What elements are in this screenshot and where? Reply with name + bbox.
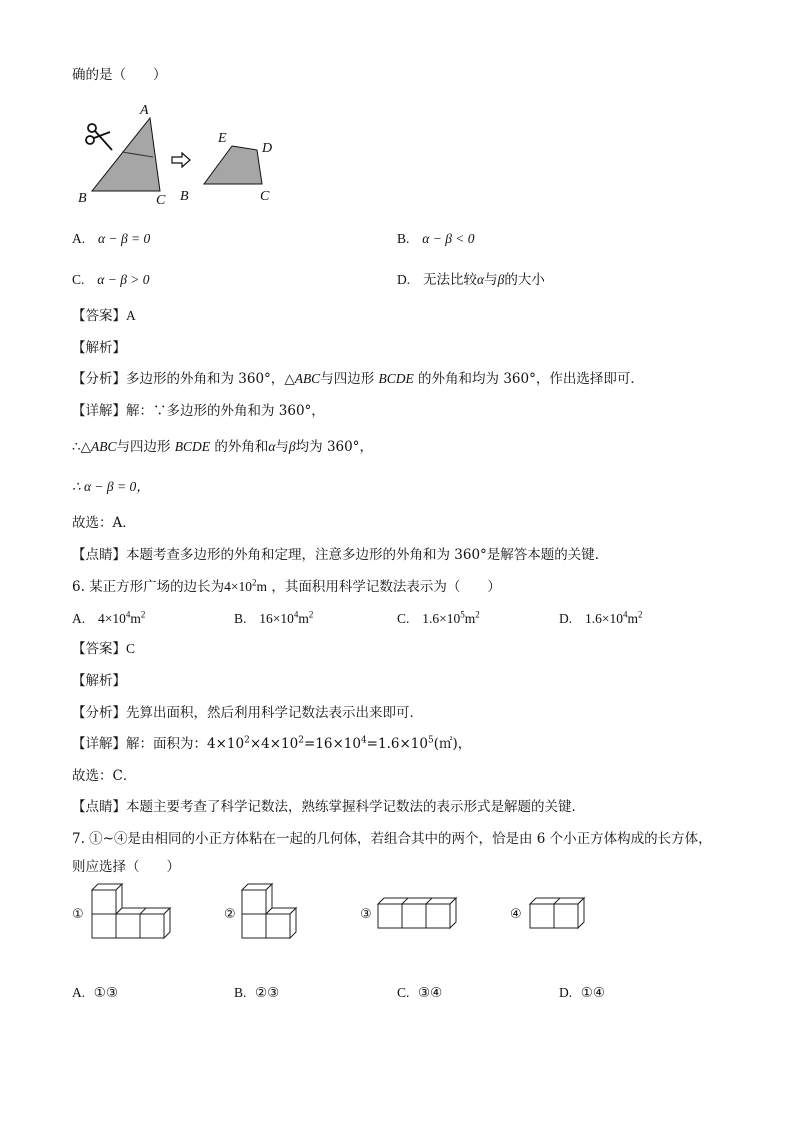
scissors-icon (86, 124, 112, 150)
q5-step-2: ∴△ABC与四边形 BCDE 的外角和α与β均为 360°， (72, 439, 373, 455)
figure-2-label: ② (224, 907, 236, 922)
label-d: D (262, 141, 273, 156)
label-e: E (218, 131, 227, 146)
figure-1-cubes (92, 884, 170, 938)
figure-2-cubes (242, 884, 296, 938)
q7-option-b: B. ②③ (234, 985, 280, 1001)
label-a: A (140, 103, 149, 118)
q5-analysis-tag: 【解析】 (72, 340, 126, 356)
q7-stem-line-2: 则应选择（ ） (72, 859, 180, 875)
q6-xiangjie: 【详解】解：面积为：$4\times 10^2\times 4\times 10^2=16\times 10^4=1.6\times 10^5(㎡)$， (72, 735, 472, 752)
q6-choose: 故选：C． (72, 768, 137, 784)
q5-step-3: ∴ α − β = 0， (72, 479, 150, 494)
figure-4-cubes (530, 898, 584, 928)
q6-stem: 6. 某正方形广场的边长为$4\times 10^2m$ ，其面积用科学记数法表示为（ ） (72, 577, 501, 595)
q6-option-a: A. $4\times 10^4m^2$ (72, 609, 146, 626)
label-b: B (78, 191, 87, 206)
q6-fenxi: 【分析】先算出面积，然后利用科学记数法表示出来即可． (72, 705, 423, 721)
q7-figures (72, 880, 632, 950)
q6-option-c: C. $1.6\times 10^5m^2$ (397, 609, 480, 626)
figure-4-label: ④ (510, 907, 522, 922)
q6-dianjing: 【点睛】本题主要考查了科学记数法，熟练掌握科学记数法的表示形式是解题的关键． (72, 799, 585, 815)
q5-option-a: A. α − β = 0 (72, 231, 151, 246)
label-c2: C (260, 189, 270, 204)
q6-answer: 【答案】C (72, 641, 136, 657)
q7-option-d: D. ①④ (559, 985, 605, 1001)
q5-option-b: B. α − β < 0 (397, 231, 475, 246)
q5-fenxi: 【分析】多边形的外角和为 360°，△ABC与四边形 BCDE 的外角和均为 360°，作出选择即可． (72, 371, 644, 387)
q5-option-c: C. α − β > 0 (72, 272, 150, 287)
q6-option-b: B. $16\times 10^4m^2$ (234, 609, 314, 626)
q5-dianjing: 【点睛】本题考查多边形的外角和定理，注意多边形的外角和为 360°是解答本题的关键． (72, 547, 609, 563)
q5-option-d: D. 无法比较α与β的大小 (397, 272, 545, 288)
label-b2: B (180, 189, 189, 204)
triangle-abc (92, 118, 160, 191)
q5-answer: 【答案】A (72, 308, 136, 324)
q7-option-c: C. ③④ (397, 985, 443, 1001)
q7-option-a: A. ①③ (72, 985, 118, 1001)
right-arrow-icon (172, 153, 190, 167)
quadrilateral-bcde (204, 146, 262, 184)
q5-xiangjie: 【详解】解：∵多边形的外角和为 360°， (72, 403, 325, 419)
figure-3-cubes (378, 898, 456, 928)
q5-figure (72, 100, 282, 210)
q5-choose: 故选：A． (72, 515, 136, 531)
label-c: C (156, 193, 166, 208)
figure-3-label: ③ (360, 907, 372, 922)
q6-option-d: D. $1.6\times 10^4m^2$ (559, 609, 643, 626)
q5-stem-tail: 确的是（ ） (72, 67, 167, 83)
q7-stem-line-1: 7. ①~④是由相同的小正方体粘在一起的几何体，若组合其中的两个，恰是由 6 个小正方体构成的长方体， (72, 831, 712, 847)
figure-1-label: ① (72, 907, 84, 922)
q6-analysis-tag: 【解析】 (72, 673, 126, 689)
